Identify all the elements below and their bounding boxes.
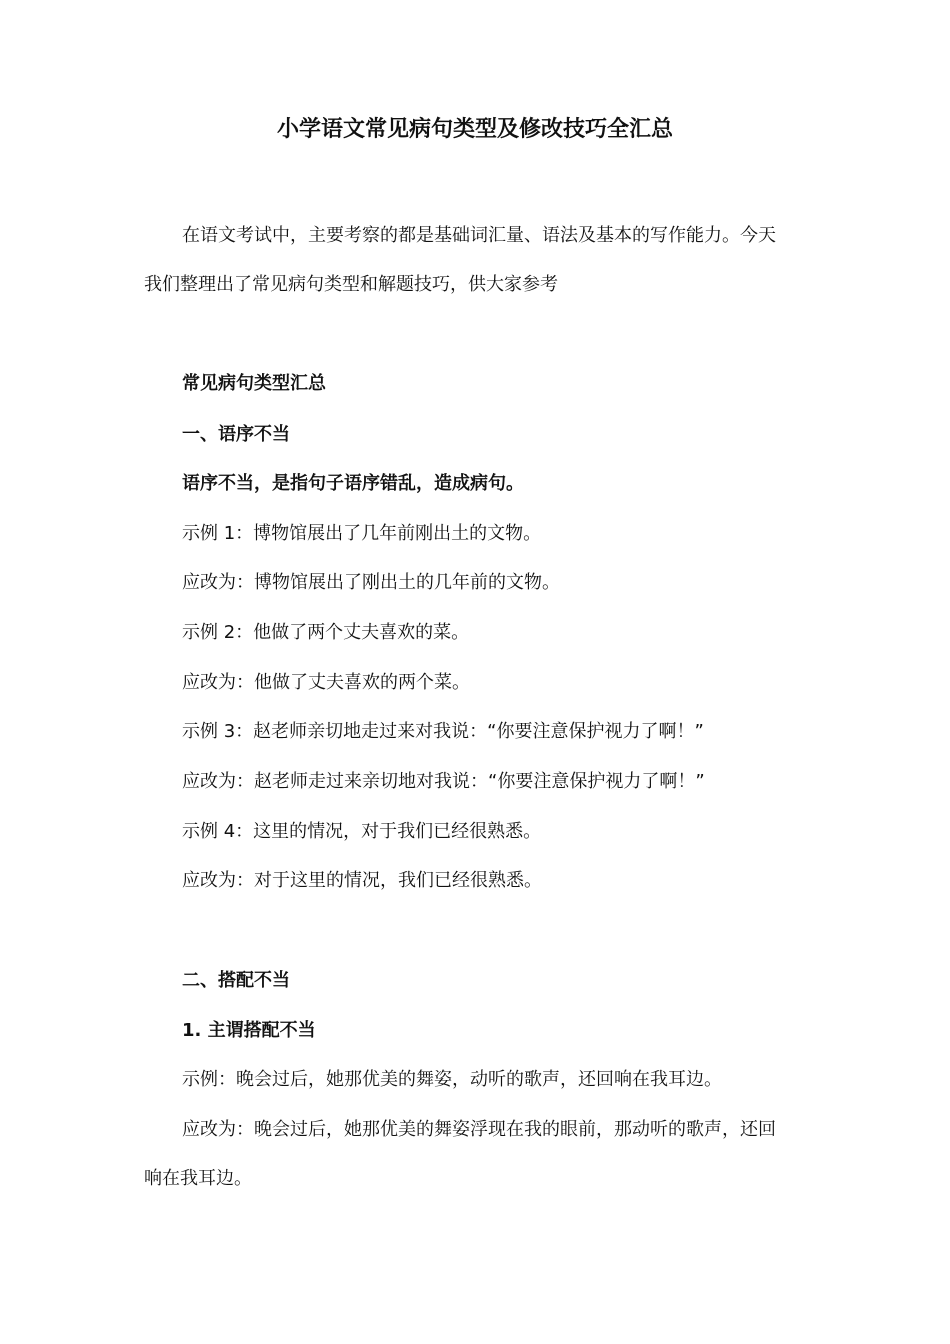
- part2-heading: 二、搭配不当: [182, 970, 290, 991]
- example-line: 示例 3：赵老师亲切地走过来对我说：“你要注意保护视力了啊！”: [182, 721, 704, 742]
- example-line: 示例 2：他做了两个丈夫喜欢的菜。: [182, 622, 470, 643]
- part2-subheading: 1. 主谓搭配不当: [182, 1020, 316, 1041]
- correction-line: 应改为：博物馆展出了刚出土的几年前的文物。: [182, 572, 560, 593]
- page-title: 小学语文常见病句类型及修改技巧全汇总: [276, 117, 673, 142]
- intro-paragraph-line-1: 在语文考试中，主要考察的都是基础词汇量、语法及基本的写作能力。今天: [182, 225, 776, 246]
- part1-heading: 一、语序不当: [182, 424, 290, 445]
- correction-line: 应改为：对于这里的情况，我们已经很熟悉。: [182, 870, 542, 891]
- correction-line-2: 响在我耳边。: [144, 1168, 252, 1189]
- part1-definition: 语序不当，是指句子语序错乱，造成病句。: [182, 473, 524, 494]
- section-heading: 常见病句类型汇总: [182, 373, 326, 394]
- example-line: 示例 1：博物馆展出了几年前刚出土的文物。: [182, 523, 542, 544]
- correction-line: 应改为：赵老师走过来亲切地对我说：“你要注意保护视力了啊！”: [182, 771, 705, 792]
- example-line: 示例：晚会过后，她那优美的舞姿，动听的歌声，还回响在我耳边。: [182, 1069, 722, 1090]
- correction-line: 应改为：他做了丈夫喜欢的两个菜。: [182, 672, 470, 693]
- correction-line-1: 应改为：晚会过后，她那优美的舞姿浮现在我的眼前，那动听的歌声，还回: [182, 1119, 776, 1140]
- example-line: 示例 4：这里的情况，对于我们已经很熟悉。: [182, 821, 542, 842]
- intro-paragraph-line-2: 我们整理出了常见病句类型和解题技巧，供大家参考: [144, 274, 558, 295]
